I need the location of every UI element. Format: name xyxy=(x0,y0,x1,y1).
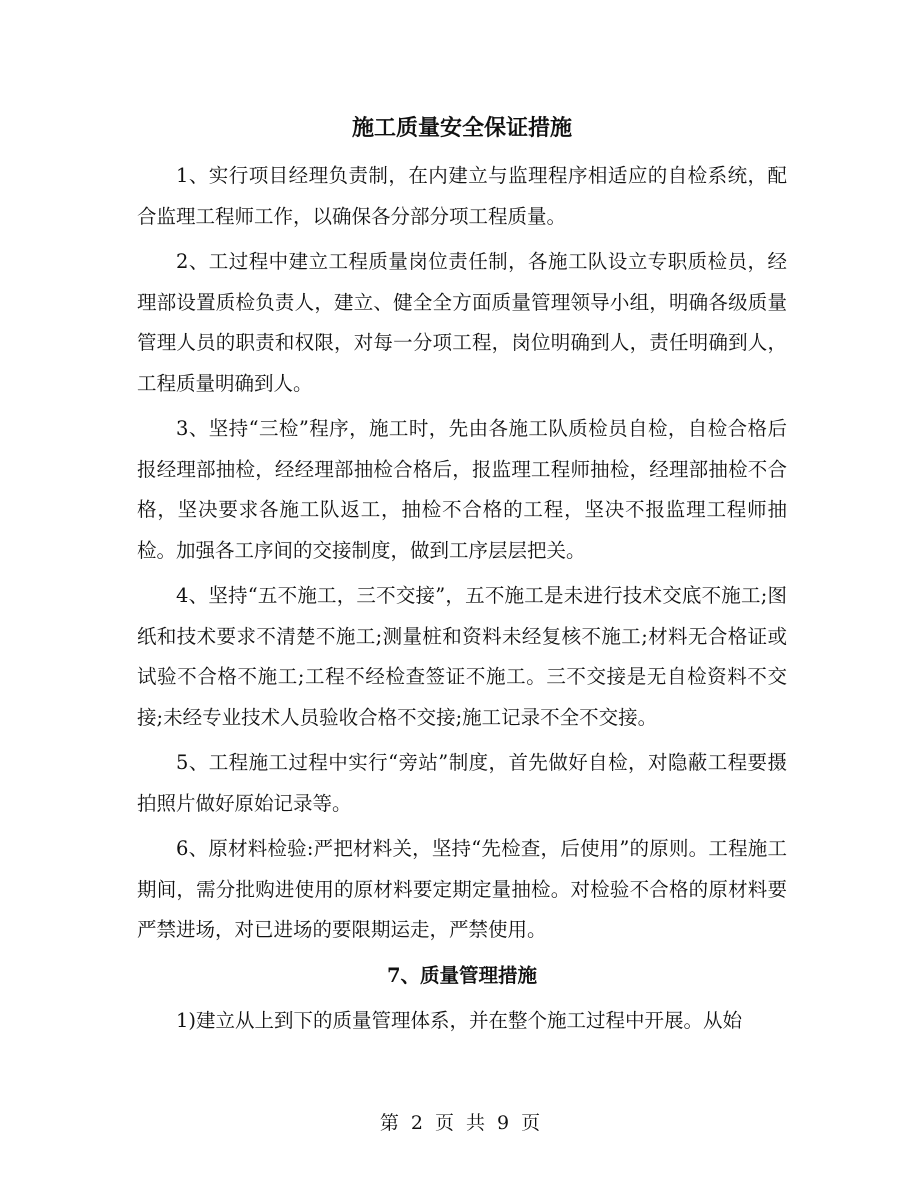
document-title: 施工质量安全保证措施 xyxy=(351,115,572,141)
paragraph-1: 1、实行项目经理负责制，在内建立与监理程序相适应的自检系统，配合监理工程师工作，以确保各分部分项工程质量。 xyxy=(137,164,787,228)
paragraph-4: 4、坚持“五不施工，三不交接”，五不施工是未进行技术交底不施工;图纸和技术要求不清楚不施工;测量桩和资料未经复核不施工;材料无合格证或试验不合格不施工;工程不经检查签证不施工。三不交接是无自检资料不交接;未经专业技术人员验收合格不交接;施工记录不全不交接。 xyxy=(137,584,787,729)
section-heading: 7、质量管理措施 xyxy=(386,963,538,987)
page-content xyxy=(137,108,787,1046)
paragraph-2: 2、工过程中建立工程质量岗位责任制，各施工队设立专职质检员，经理部设置质检负责人，建立、健全全方面质量管理领导小组，明确各级质量管理人员的职责和权限，对每一分项工程，岗位明确到人，责任明确到人，工程质量明确到人。 xyxy=(137,250,787,395)
paragraph-3: 3、坚持“三检”程序，施工时，先由各施工队质检员自检，自检合格后报经理部抽检，经经理部抽检合格后，报监理工程师抽检，经理部抽检不合格，坚决要求各施工队返工，抽检不合格的工程，坚决不报监理工程师抽检。加强各工序间的交接制度，做到工序层层把关。 xyxy=(137,417,787,562)
paragraph-7: 1)建立从上到下的质量管理体系，并在整个施工过程中开展。从始 xyxy=(176,1008,743,1032)
page-number-footer: 第 2 页 共 9 页 xyxy=(379,1112,541,1134)
paragraph-5: 5、工程施工过程中实行“旁站”制度，首先做好自检，对隐蔽工程要摄拍照片做好原始记录等。 xyxy=(137,751,787,815)
paragraph-6: 6、原材料检验:严把材料关，坚持“先检查，后使用”的原则。工程施工期间，需分批购进使用的原材料要定期定量抽检。对检验不合格的原材料要严禁进场，对已进场的要限期运走，严禁使用。 xyxy=(137,837,787,941)
